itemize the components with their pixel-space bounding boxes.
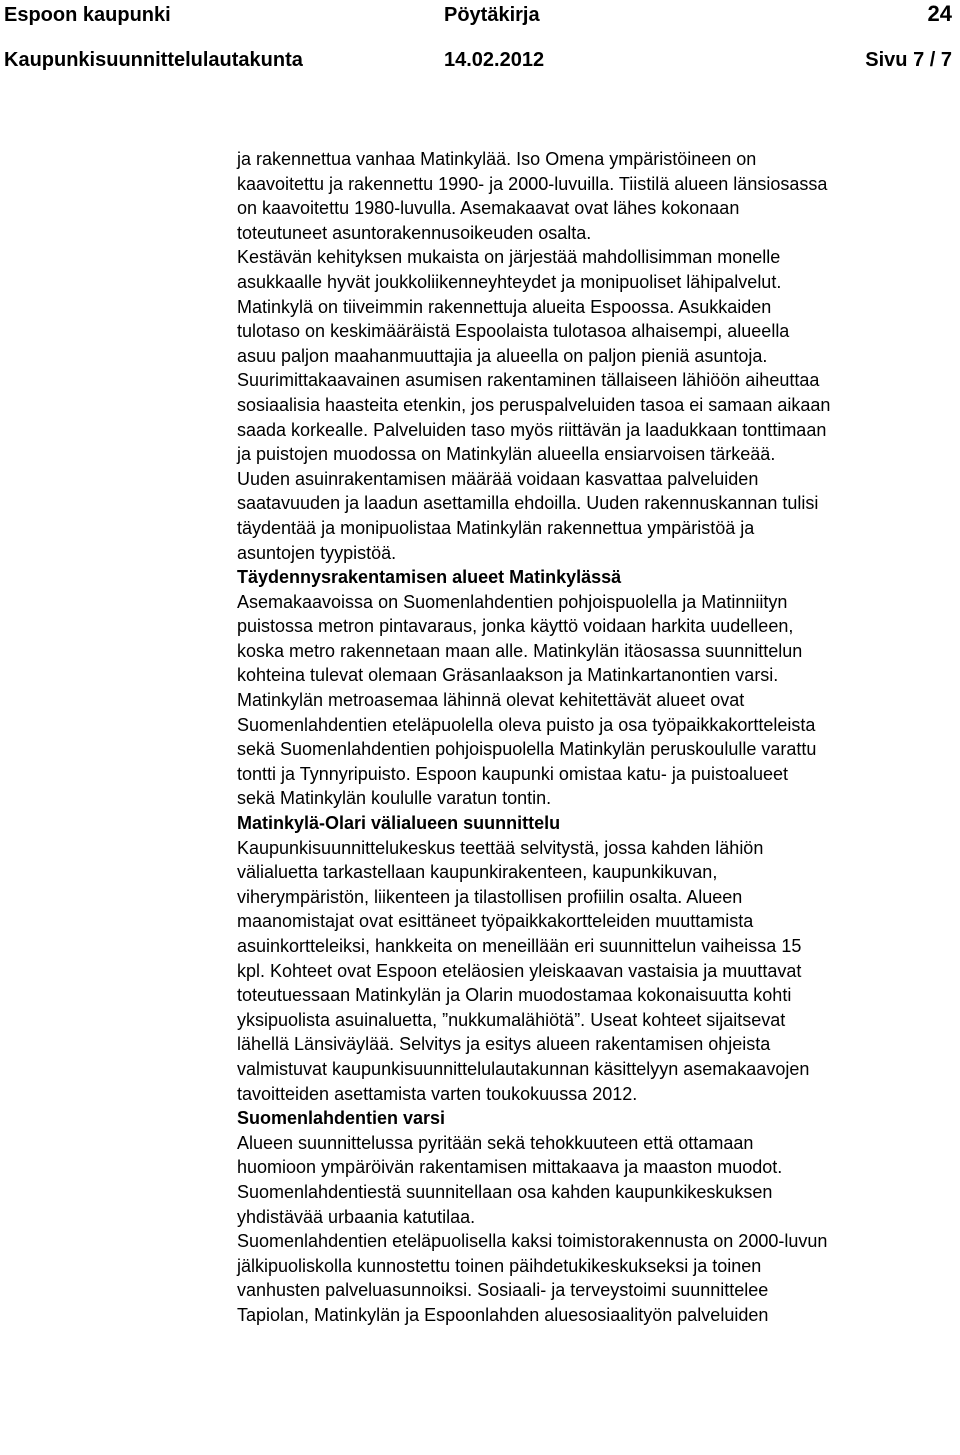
text-line: välialuetta tarkastellaan kaupunkirakenteen, kaupunkikuvan, [237, 862, 718, 883]
text-line: Suurimittakaavainen asumisen rakentaminen tällaiseen lähiöön aiheuttaa [237, 370, 820, 391]
text-line: Kaupunkisuunnittelukeskus teettää selvitystä, jossa kahden lähiön [237, 837, 764, 858]
text-line: Kestävän kehityksen mukaista on järjestää mahdollisimman monelle [237, 247, 781, 268]
text-line: Suomenlahdentien eteläpuolisella kaksi toimistorakennusta on 2000-luvun [237, 1231, 828, 1252]
text-line: asuinkortteleiksi, hankkeita on meneillään eri suunnittelun vaiheissa 15 [237, 936, 802, 956]
text-line: maanomistajat ovat esittäneet työpaikkakortteleiden muuttamista [237, 911, 754, 932]
text-line: Matinkylä on tiiveimmin rakennettuja alueita Espoossa. Asukkaiden [237, 296, 772, 317]
text-line: on kaavoitettu 1980-luvulla. Asemakaavat ovat lähes kokonaan [237, 198, 740, 219]
text-line: tontti ja Tynnyripuisto. Espoon kaupunki omistaa katu- ja puistoalueet [237, 763, 788, 784]
text-line: valmistuvat kaupunkisuunnittelulautakunnan käsittelyyn asemakaavojen [237, 1058, 810, 1079]
text-line: viherympäristön, liikenteen ja tilastollisen profiilin osalta. Alueen [237, 886, 743, 907]
text-line: saatavuuden ja laadun asettamilla ehdoilla. Uuden rakennuskannan tulisi [237, 493, 819, 514]
paragraph [237, 147, 955, 245]
header-section-number: 24 [927, 1, 952, 26]
text-line: Tapiolan, Matinkylän ja Espoonlahden aluesosiaalityön palveluiden [237, 1304, 769, 1325]
header-date: 14.02.2012 [444, 49, 545, 71]
header-doc-type: Pöytäkirja [444, 4, 540, 26]
text-line: koska metro rakennetaan maan alle. Matinkylän itäosassa suunnittelun [237, 640, 803, 661]
text-line: sosiaalisia haasteita etenkin, jos peruspalveluiden tasoa ei samaan aikaan [237, 394, 831, 415]
text-line: toteutuessaan Matinkylän ja Olarin muodostamaa kokonaisuutta kohti [237, 985, 792, 1006]
section-heading: Matinkylä-Olari välialueen suunnittelu [237, 813, 561, 834]
text-line: lähellä Länsiväylää. Selvitys ja esitys alueen rakentamisen ohjeista [237, 1034, 771, 1055]
text-line: ja rakennettua vanhaa Matinkylää. Iso Omena ympäristöineen on [237, 149, 757, 169]
header-org: Espoon kaupunki [4, 4, 171, 26]
text-line: Asemakaavoissa on Suomenlahdentien pohjoispuolella ja Matinniityn [237, 591, 788, 612]
document-body [237, 147, 955, 1328]
section [237, 1106, 955, 1327]
section [237, 565, 955, 811]
page-header [0, 0, 960, 80]
text-line: yksipuolista asuinaluetta, ”nukkumalähiötä”. Useat kohteet sijaitsevat [237, 1009, 786, 1030]
text-line: sekä Matinkylän koululle varatun tontin. [237, 788, 552, 809]
text-line: yhdistävää urbaania katutilaa. [237, 1206, 476, 1227]
text-line: asukkaalle hyvät joukkoliikenneyhteydet ja monipuoliset lähipalvelut. [237, 271, 782, 292]
text-line: huomioon ympäröivän rakentamisen mittakaava ja maaston muodot. [237, 1157, 783, 1178]
header-board: Kaupunkisuunnittelulautakunta [4, 49, 303, 71]
text-line: täydentää ja monipuolistaa Matinkylän rakennettua ympäristöä ja [237, 517, 755, 538]
text-line: kaavoitettu ja rakennettu 1990- ja 2000-luvuilla. Tiistilä alueen länsiosassa [237, 173, 828, 194]
section [237, 811, 955, 1106]
text-line: toteutuneet asuntorakennusoikeuden osalta. [237, 222, 592, 243]
text-line: sekä Suomenlahdentien pohjoispuolella Matinkylän peruskoululle varattu [237, 739, 817, 760]
text-line: ja puistojen muodossa on Matinkylän alueella ensiarvoisen tärkeää. [237, 444, 776, 465]
text-line: jälkipuoliskolla kunnostettu toinen päihdetukikeskukseksi ja toinen [237, 1255, 762, 1276]
text-line: Uuden asuinrakentamisen määrää voidaan kasvattaa palveluiden [237, 468, 759, 489]
text-line: Matinkylän metroasemaa lähinnä olevat kehitettävät alueet ovat [237, 690, 745, 711]
text-line: Suomenlahdentiestä suunnitellaan osa kahden kaupunkikeskuksen [237, 1181, 773, 1202]
section-heading: Suomenlahdentien varsi [237, 1108, 446, 1129]
paragraph [237, 245, 955, 565]
text-line: saada korkealle. Palveluiden taso myös riittävän ja laadukkaan tonttimaan [237, 419, 827, 440]
text-line: vanhusten palveluasunnoiksi. Sosiaali- ja terveystoimi suunnittelee [237, 1280, 769, 1301]
text-line: asuu paljon maahanmuuttajia ja alueella on paljon pieniä asuntoja. [237, 345, 768, 366]
text-line: tulotaso on keskimääräistä Espoolaista tulotasoa alhaisempi, alueella [237, 321, 790, 342]
text-line: kohteina tulevat olemaan Gräsanlaakson ja Matinkartanontien varsi. [237, 665, 779, 686]
text-line: tavoitteiden asettamista varten toukokuussa 2012. [237, 1083, 638, 1104]
text-line: asuntojen tyypistöä. [237, 542, 397, 563]
text-line: Suomenlahdentien eteläpuolella oleva puisto ja osa työpaikkakortteleista [237, 714, 816, 735]
text-line: Alueen suunnittelussa pyritään sekä tehokkuuteen että ottamaan [237, 1132, 754, 1153]
text-line: puistossa metron pintavaraus, jonka käyttö voidaan harkita uudelleen, [237, 616, 794, 637]
section-heading: Täydennysrakentamisen alueet Matinkylässä [237, 567, 622, 588]
header-page-number: Sivu 7 / 7 [865, 49, 952, 71]
text-line: kpl. Kohteet ovat Espoon eteläosien yleiskaavan vastaisia ja muuttavat [237, 960, 802, 981]
